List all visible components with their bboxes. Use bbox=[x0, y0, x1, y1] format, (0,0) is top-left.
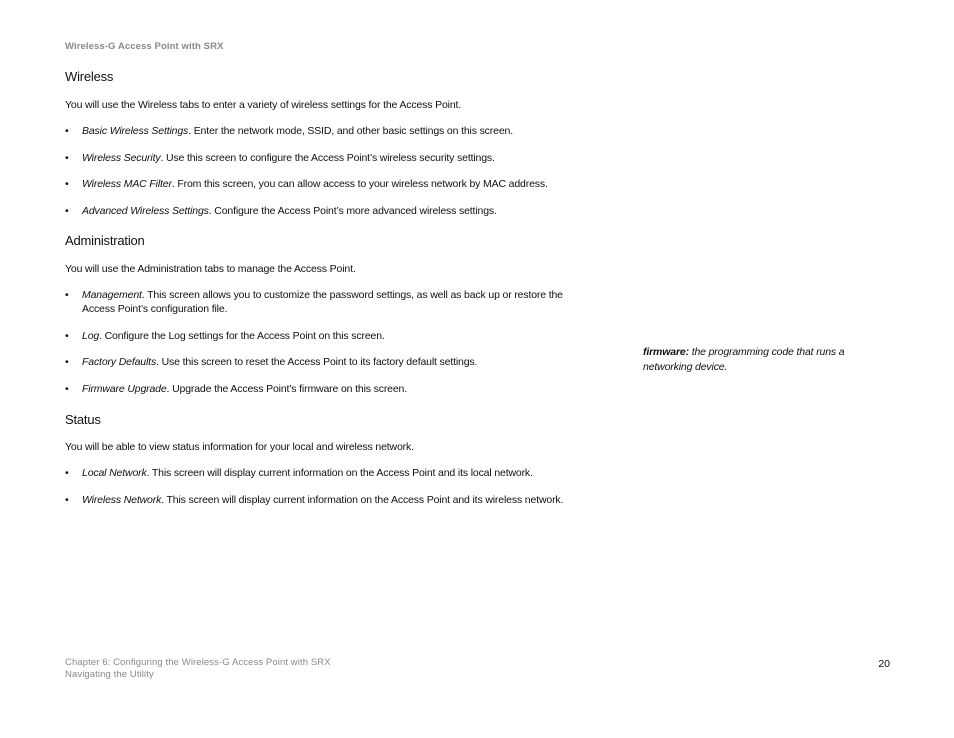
bullet-icon: • bbox=[65, 467, 69, 479]
list-item bbox=[65, 204, 595, 218]
list-item-term: Local Network bbox=[82, 467, 147, 479]
list-item bbox=[65, 382, 595, 396]
footer bbox=[65, 657, 331, 681]
glossary-note bbox=[643, 345, 873, 375]
list-item bbox=[65, 355, 595, 369]
list-item bbox=[65, 288, 590, 316]
list-item bbox=[65, 124, 595, 138]
list-item-term: Wireless Security bbox=[82, 152, 161, 164]
bullet-icon: • bbox=[65, 330, 69, 342]
list-item-text: . Use this screen to configure the Access Point’s wireless security settings. bbox=[160, 152, 495, 164]
list-item-text: . This screen will display current information on the Access Point and its local network. bbox=[146, 467, 533, 479]
bullet-icon: • bbox=[65, 494, 69, 506]
page-number: 20 bbox=[878, 658, 890, 670]
list-item-text: . Upgrade the Access Point’s firmware on this screen. bbox=[166, 383, 408, 395]
list-item-term: Advanced Wireless Settings bbox=[82, 205, 209, 217]
bullet-icon: • bbox=[65, 356, 69, 368]
list-item-text: . Configure the Access Point’s more advanced wireless settings. bbox=[208, 205, 497, 217]
list-item-text: . Configure the Log settings for the Access Point on this screen. bbox=[99, 330, 385, 342]
list-item-text: . Use this screen to reset the Access Point to its factory default settings. bbox=[156, 356, 478, 368]
section-title-wireless: Wireless bbox=[65, 69, 114, 84]
list-item bbox=[65, 177, 595, 191]
section-intro-wireless: You will use the Wireless tabs to enter a variety of wireless settings for the Access Point. bbox=[65, 99, 462, 111]
list-item-text: . This screen allows you to customize the password settings, as well as back up or restore the Access Point’s configuration file. bbox=[82, 289, 563, 315]
bullet-icon: • bbox=[65, 152, 69, 164]
list-item-term: Factory Defaults bbox=[82, 356, 157, 368]
bullet-icon: • bbox=[65, 205, 69, 217]
list-item bbox=[65, 493, 595, 507]
list-item-text: . Enter the network mode, SSID, and other basic settings on this screen. bbox=[188, 125, 513, 137]
section-title-status: Status bbox=[65, 412, 101, 427]
running-header: Wireless-G Access Point with SRX bbox=[65, 41, 224, 52]
list-item-text: . This screen will display current information on the Access Point and its wireless network. bbox=[161, 494, 564, 506]
list-item bbox=[65, 329, 595, 343]
list-item-term: Wireless MAC Filter bbox=[82, 178, 172, 190]
footer-chapter: Chapter 6: Configuring the Wireless-G Access Point with SRX bbox=[65, 657, 331, 668]
section-intro-status: You will be able to view status information for your local and wireless network. bbox=[65, 441, 414, 453]
list-item-term: Wireless Network bbox=[82, 494, 162, 506]
list-item-term: Basic Wireless Settings bbox=[82, 125, 189, 137]
bullet-icon: • bbox=[65, 178, 69, 190]
glossary-term: firmware: bbox=[643, 346, 689, 358]
bullet-icon: • bbox=[65, 289, 69, 301]
glossary-definition: the programming code that runs a networking device. bbox=[643, 346, 845, 373]
list-item bbox=[65, 466, 595, 480]
list-item-term: Management bbox=[82, 289, 142, 301]
list-item bbox=[65, 151, 595, 165]
list-item-text: . From this screen, you can allow access to your wireless network by MAC address. bbox=[171, 178, 548, 190]
bullet-icon: • bbox=[65, 383, 69, 395]
bullet-icon: • bbox=[65, 125, 69, 137]
section-title-administration: Administration bbox=[65, 233, 145, 248]
list-item-term: Firmware Upgrade bbox=[82, 383, 167, 395]
list-item-term: Log bbox=[82, 330, 100, 342]
section-intro-administration: You will use the Administration tabs to manage the Access Point. bbox=[65, 263, 356, 275]
footer-section: Navigating the Utility bbox=[65, 669, 154, 680]
